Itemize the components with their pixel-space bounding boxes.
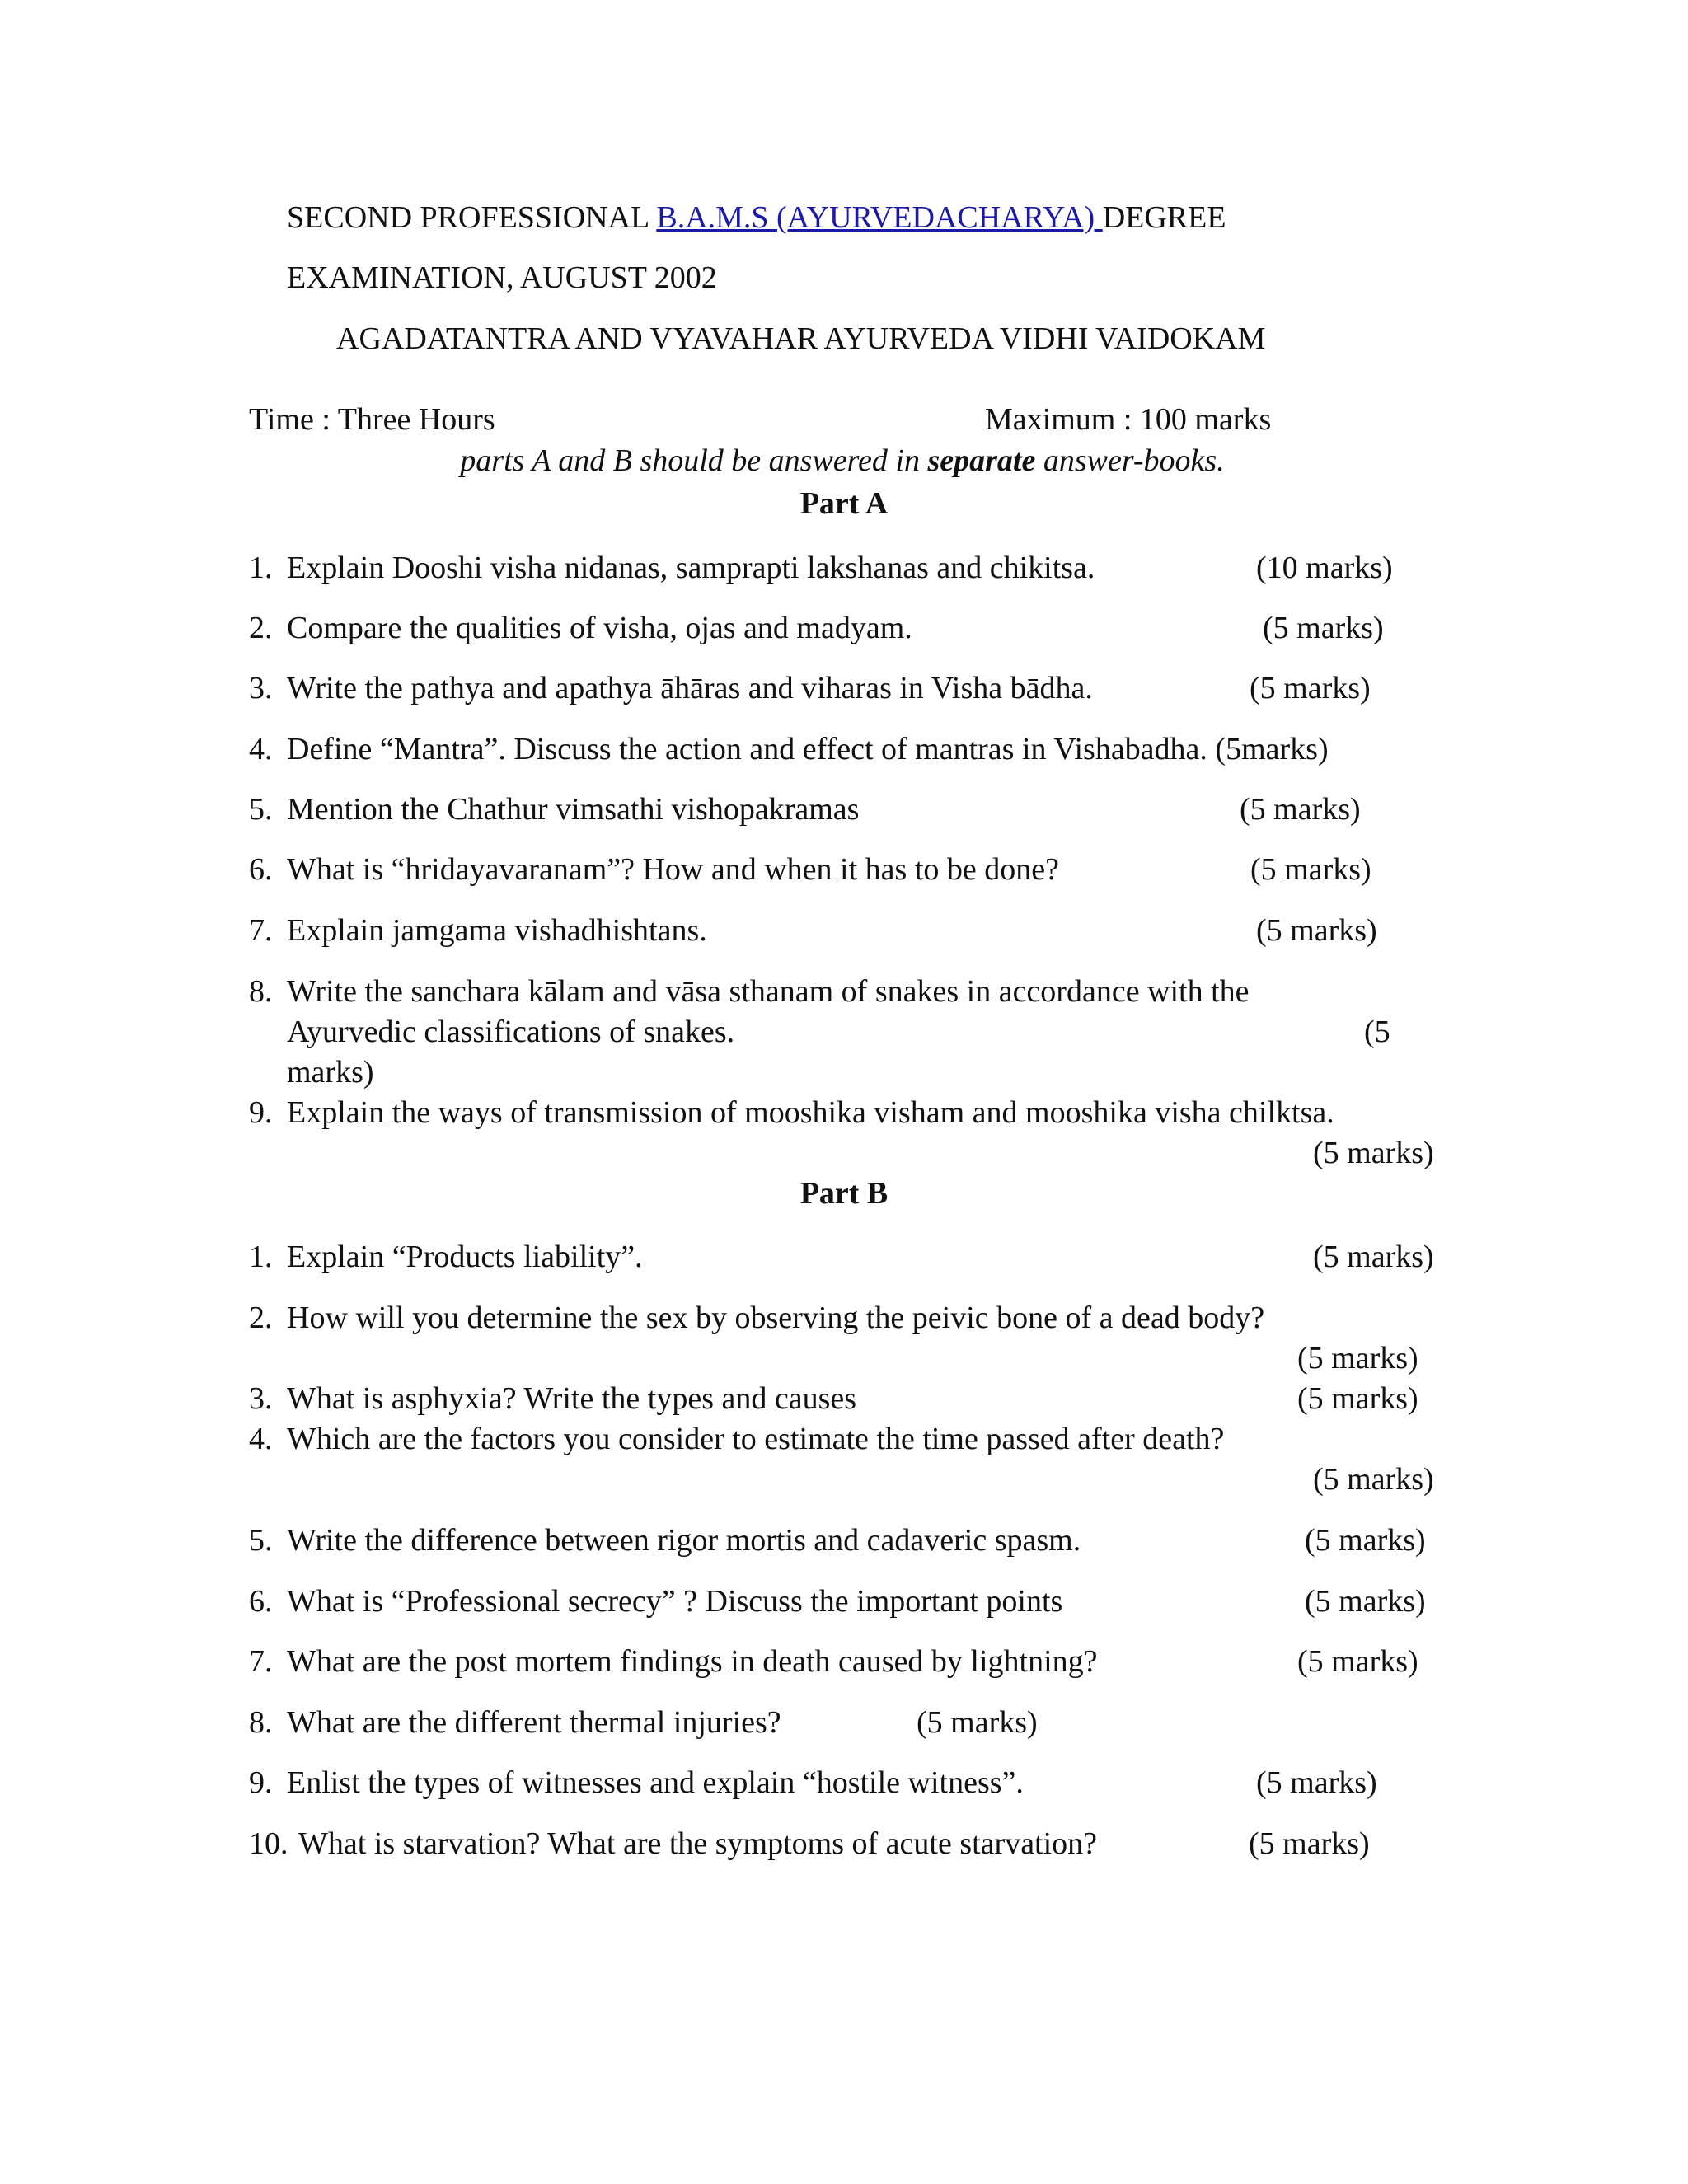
- question-number: 8.: [249, 1705, 273, 1740]
- question-marks: (5 marks): [1297, 1644, 1418, 1679]
- question-marks: (5 marks): [1305, 1523, 1426, 1558]
- question-marks: (5 marks): [1313, 1462, 1434, 1497]
- question-text: Explain the ways of transmission of mooshika visham and mooshika visha chilktsa.: [287, 1095, 1334, 1130]
- question-text: Compare the qualities of visha, ojas and madyam.: [287, 611, 912, 645]
- question-marks-continued: marks): [287, 1055, 374, 1090]
- question-number: 7.: [249, 913, 273, 948]
- subject-title: AGADATANTRA AND VYAVAHAR AYURVEDA VIDHI VAIDOKAM: [336, 321, 1266, 356]
- question-number: 5.: [249, 792, 273, 827]
- max-marks-label: Maximum : 100 marks: [985, 402, 1272, 437]
- instruction-emphasis: separate: [927, 443, 1036, 478]
- question-text: Explain Dooshi visha nidanas, samprapti lakshanas and chikitsa.: [287, 551, 1095, 585]
- question-marks: (10 marks): [1256, 551, 1393, 585]
- part-a-heading: Part A: [799, 486, 889, 521]
- question-marks: (5 marks): [1313, 1240, 1434, 1274]
- question-number: 9.: [249, 1095, 273, 1130]
- question-number: 7.: [249, 1644, 273, 1679]
- question-text: How will you determine the sex by observing the peivic bone of a dead body?: [287, 1301, 1265, 1335]
- question-number: 1.: [249, 551, 273, 585]
- question-text: Define “Mantra”. Discuss the action and effect of mantras in Vishabadha. (5marks): [287, 732, 1329, 766]
- question-number: 6.: [249, 1584, 273, 1619]
- question-text: What is asphyxia? Write the types and causes: [287, 1381, 857, 1416]
- exam-title-line-1: [287, 202, 1226, 233]
- question-number: 3.: [249, 671, 273, 705]
- question-text: Write the difference between rigor mortis and cadaveric spasm.: [287, 1523, 1081, 1558]
- question-text: What is starvation? What are the symptoms of acute starvation?: [298, 1826, 1098, 1861]
- question-number: 3.: [249, 1381, 273, 1416]
- question-number: 10.: [249, 1826, 288, 1861]
- question-number: 4.: [249, 732, 273, 766]
- question-marks: (5 marks): [1249, 1826, 1370, 1861]
- part-b-heading: Part B: [799, 1176, 889, 1211]
- question-text: What are the different thermal injuries?: [287, 1705, 781, 1740]
- question-marks: (5 marks): [1305, 1584, 1426, 1619]
- question-text: Write the pathya and apathya āhāras and viharas in Visha bādha.: [287, 671, 1093, 705]
- question-number: 9.: [249, 1765, 273, 1800]
- instruction-pre: parts A and B should be answered in: [460, 443, 928, 478]
- instruction-post: answer-books.: [1035, 443, 1225, 478]
- exam-title-prefix: SECOND PROFESSIONAL: [287, 200, 657, 235]
- question-marks: (5 marks): [1263, 611, 1384, 645]
- question-marks: (5 marks): [1256, 913, 1377, 948]
- question-text: Explain “Products liability”.: [287, 1240, 643, 1274]
- question-number: 5.: [249, 1523, 273, 1558]
- question-marks: (5 marks): [1250, 852, 1372, 887]
- instruction-line: [0, 445, 1686, 476]
- question-marks: (5 marks): [1240, 792, 1361, 827]
- question-number: 2.: [249, 611, 273, 645]
- question-text: What are the post mortem findings in death caused by lightning?: [287, 1644, 1098, 1679]
- question-text: Explain jamgama vishadhishtans.: [287, 913, 707, 948]
- time-label: Time : Three Hours: [249, 402, 495, 437]
- question-number: 1.: [249, 1240, 273, 1274]
- question-text: What is “hridayavaranam”? How and when it has to be done?: [287, 852, 1059, 887]
- question-marks: (5 marks): [1297, 1341, 1418, 1376]
- question-marks: (5 marks): [1250, 671, 1371, 705]
- question-marks: (5: [1364, 1015, 1390, 1049]
- question-text: Which are the factors you consider to estimate the time passed after death?: [287, 1422, 1225, 1456]
- question-text: What is “Professional secrecy” ? Discuss the important points: [287, 1584, 1063, 1619]
- question-number: 6.: [249, 852, 273, 887]
- question-marks: (5 marks): [1256, 1765, 1377, 1800]
- question-text: Mention the Chathur vimsathi vishopakramas: [287, 792, 860, 827]
- question-number: 4.: [249, 1422, 273, 1456]
- question-number: 8.: [249, 974, 273, 1009]
- exam-title-suffix: DEGREE: [1102, 200, 1226, 235]
- question-text: Enlist the types of witnesses and explain “hostile witness”.: [287, 1765, 1024, 1800]
- question-marks: (5 marks): [917, 1705, 1038, 1740]
- question-marks: (5 marks): [1313, 1136, 1434, 1170]
- exam-title-line-2: EXAMINATION, AUGUST 2002: [287, 260, 717, 295]
- question-text: Write the sanchara kālam and vāsa sthanam of snakes in accordance with the: [287, 974, 1250, 1009]
- degree-link[interactable]: B.A.M.S (AYURVEDACHARYA): [656, 200, 1103, 235]
- question-number: 2.: [249, 1301, 273, 1335]
- question-marks: (5 marks): [1297, 1381, 1418, 1416]
- question-text-continued: Ayurvedic classifications of snakes.: [287, 1015, 735, 1049]
